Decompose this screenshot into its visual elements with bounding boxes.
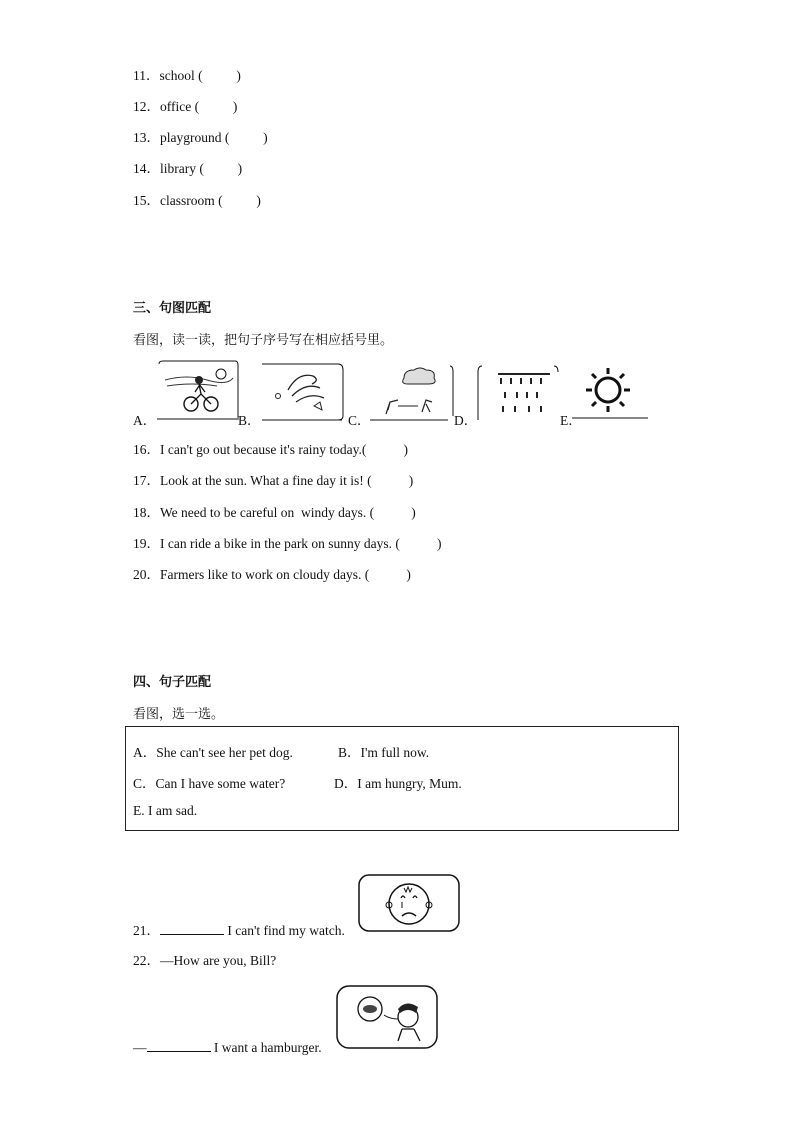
question-18: 18．We need to be careful on windy days. ( ) (133, 505, 416, 520)
question-16: 16．I can't go out because it's rainy today.( ) (133, 442, 409, 457)
vocab-item-14: 14．library ( ) (133, 161, 243, 176)
cloud-icon (368, 364, 454, 422)
choice-e: E. I am sad. (133, 803, 198, 818)
question-22-prompt: 22．—How are you, Bill? (133, 953, 277, 968)
option-d-label: D． (454, 413, 478, 428)
section4-instruction: 看图，选一选。 (133, 707, 225, 722)
choice-b: B．I'm full now. (338, 745, 430, 760)
question-19: 19．I can ride a bike in the park on sunny days. ( ) (133, 536, 442, 551)
wind-icon (258, 362, 344, 422)
sad-face-icon (358, 874, 460, 932)
vocab-item-11: 11．school ( ) (133, 68, 241, 83)
option-c-label: C． (348, 413, 371, 428)
hungry-boy-icon (336, 985, 438, 1049)
vocab-item-15: 15．classroom ( ) (133, 193, 261, 208)
answer-blank-21[interactable] (160, 922, 224, 935)
question-22-answer: — I want a hamburger. (133, 1040, 322, 1055)
option-b-label: B． (238, 413, 261, 428)
section4-title: 四、句子匹配 (133, 675, 212, 690)
choice-a: A．She can't see her pet dog. (133, 745, 293, 760)
section3-instruction: 看图，读一读，把句子序号写在相应括号里。 (133, 333, 394, 348)
vocab-item-12: 12．office ( ) (133, 99, 238, 114)
bike-icon (157, 360, 239, 420)
option-e-label: E． (560, 413, 582, 428)
sun-icon (570, 366, 650, 420)
rain-icon (474, 364, 560, 424)
choice-c: C．Can I have some water? (133, 776, 286, 791)
question-20: 20．Farmers like to work on cloudy days. ( ) (133, 567, 411, 582)
option-a-label: A． (133, 413, 157, 428)
question-17: 17．Look at the sun. What a fine day it is! ( ) (133, 473, 414, 488)
choice-d: D．I am hungry, Mum. (334, 776, 462, 791)
vocab-item-13: 13．playground ( ) (133, 130, 268, 145)
answer-blank-22[interactable] (147, 1039, 211, 1052)
question-21: 21． I can't find my watch. (133, 923, 345, 938)
section3-title: 三、句图匹配 (133, 301, 212, 316)
choices-box (125, 726, 679, 831)
